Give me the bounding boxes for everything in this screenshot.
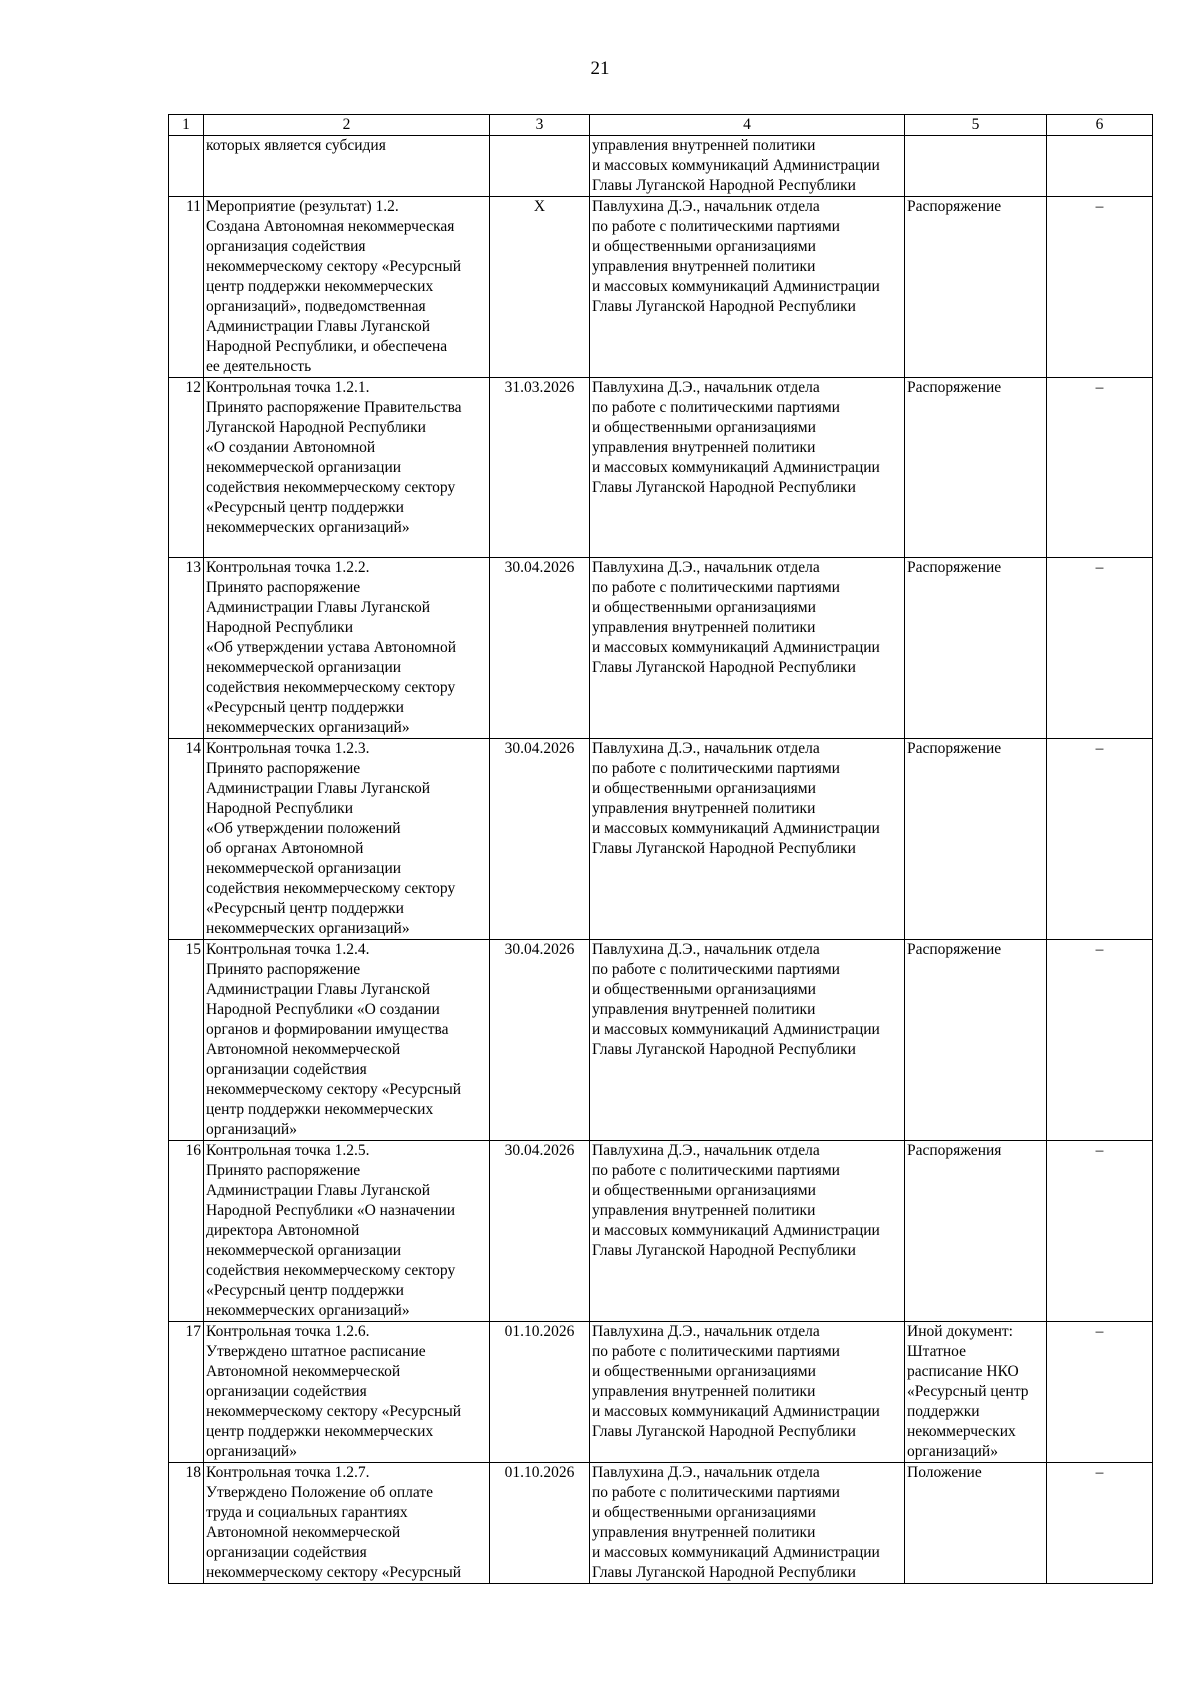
table-row	[169, 940, 1153, 1141]
column-header: 4	[590, 115, 905, 136]
deadline-cell: 01.10.2026	[490, 1322, 590, 1463]
row-number-cell: 14	[169, 739, 204, 940]
event-name-cell: Контрольная точка 1.2.7. Утверждено Положение об оплате труда и социальных гарантиях Автономной некоммерческой организации содействия некоммерческому сектору «Ресурсный	[204, 1463, 490, 1584]
event-name-cell: Контрольная точка 1.2.2. Принято распоряжение Администрации Главы Луганской Народной Республики «Об утверждении устава Автономной некоммерческой организации содействия некоммерческому сектору «Ресурсный центр поддержки некоммерческих организаций»	[204, 558, 490, 739]
document-type-cell	[905, 136, 1047, 197]
document-type-cell: Распоряжения	[905, 1141, 1047, 1322]
row-number-cell: 17	[169, 1322, 204, 1463]
note-cell: –	[1047, 1322, 1153, 1463]
responsible-person-cell: Павлухина Д.Э., начальник отдела по работе с политическими партиями и общественными организациями управления внутренней политики и массовых коммуникаций Администрации Главы Луганской Народной Республики	[590, 1322, 905, 1463]
event-name-cell: Контрольная точка 1.2.3. Принято распоряжение Администрации Главы Луганской Народной Республики «Об утверждении положений об органах Автономной некоммерческой организации содействия некоммерческому сектору «Ресурсный центр поддержки некоммерческих организаций»	[204, 739, 490, 940]
deadline-cell: 01.10.2026	[490, 1463, 590, 1584]
event-name-cell: Контрольная точка 1.2.6. Утверждено штатное расписание Автономной некоммерческой организации содействия некоммерческому сектору «Ресурсный центр поддержки некоммерческих организаций»	[204, 1322, 490, 1463]
row-number-cell	[169, 136, 204, 197]
document-type-cell: Распоряжение	[905, 197, 1047, 378]
header-row	[169, 115, 1153, 136]
table-body	[169, 136, 1153, 1584]
note-cell: –	[1047, 197, 1153, 378]
column-header: 1	[169, 115, 204, 136]
document-type-cell: Иной документ: Штатное расписание НКО «Ресурсный центр поддержки некоммерческих организаций»	[905, 1322, 1047, 1463]
deadline-cell: 30.04.2026	[490, 739, 590, 940]
table-row	[169, 739, 1153, 940]
table-row	[169, 558, 1153, 739]
responsible-person-cell: Павлухина Д.Э., начальник отдела по работе с политическими партиями и общественными организациями управления внутренней политики и массовых коммуникаций Администрации Главы Луганской Народной Республики	[590, 197, 905, 378]
table-row	[169, 1463, 1153, 1584]
row-number-cell: 12	[169, 378, 204, 558]
deadline-cell: 31.03.2026	[490, 378, 590, 558]
deadline-cell: 30.04.2026	[490, 558, 590, 739]
responsible-person-cell: Павлухина Д.Э., начальник отдела по работе с политическими партиями и общественными организациями управления внутренней политики и массовых коммуникаций Администрации Главы Луганской Народной Республики	[590, 739, 905, 940]
document-type-cell: Распоряжение	[905, 558, 1047, 739]
column-header: 3	[490, 115, 590, 136]
row-number-cell: 13	[169, 558, 204, 739]
note-cell: –	[1047, 1141, 1153, 1322]
deadline-cell	[490, 136, 590, 197]
row-number-cell: 18	[169, 1463, 204, 1584]
document-type-cell: Распоряжение	[905, 739, 1047, 940]
responsible-person-cell: Павлухина Д.Э., начальник отдела по работе с политическими партиями и общественными организациями управления внутренней политики и массовых коммуникаций Администрации Главы Луганской Народной Республики	[590, 1141, 905, 1322]
event-name-cell: Контрольная точка 1.2.5. Принято распоряжение Администрации Главы Луганской Народной Республики «О назначении директора Автономной некоммерческой организации содействия некоммерческому сектору «Ресурсный центр поддержки некоммерческих организаций»	[204, 1141, 490, 1322]
responsible-person-cell: управления внутренней политики и массовых коммуникаций Администрации Главы Луганской Народной Республики	[590, 136, 905, 197]
table-row	[169, 136, 1153, 197]
column-header: 6	[1047, 115, 1153, 136]
note-cell: –	[1047, 558, 1153, 739]
deadline-cell: X	[490, 197, 590, 378]
note-cell: –	[1047, 940, 1153, 1141]
column-header: 2	[204, 115, 490, 136]
responsible-person-cell: Павлухина Д.Э., начальник отдела по работе с политическими партиями и общественными организациями управления внутренней политики и массовых коммуникаций Администрации Главы Луганской Народной Республики	[590, 1463, 905, 1584]
responsible-person-cell: Павлухина Д.Э., начальник отдела по работе с политическими партиями и общественными организациями управления внутренней политики и массовых коммуникаций Администрации Главы Луганской Народной Республики	[590, 940, 905, 1141]
deadline-cell: 30.04.2026	[490, 1141, 590, 1322]
table-row	[169, 1322, 1153, 1463]
row-number-cell: 11	[169, 197, 204, 378]
note-cell: –	[1047, 378, 1153, 558]
document-type-cell: Положение	[905, 1463, 1047, 1584]
deadline-cell: 30.04.2026	[490, 940, 590, 1141]
table-row	[169, 378, 1153, 558]
table-row	[169, 1141, 1153, 1322]
column-header: 5	[905, 115, 1047, 136]
row-number-cell: 15	[169, 940, 204, 1141]
note-cell: –	[1047, 1463, 1153, 1584]
row-number-cell: 16	[169, 1141, 204, 1322]
document-type-cell: Распоряжение	[905, 378, 1047, 558]
responsible-person-cell: Павлухина Д.Э., начальник отдела по работе с политическими партиями и общественными организациями управления внутренней политики и массовых коммуникаций Администрации Главы Луганской Народной Республики	[590, 378, 905, 558]
event-name-cell: Мероприятие (результат) 1.2. Создана Автономная некоммерческая организация содействия некоммерческому сектору «Ресурсный центр поддержки некоммерческих организаций», подведомственная Администрации Главы Луганской Народной Республики, и обеспечена ее деятельность	[204, 197, 490, 378]
event-name-cell: которых является субсидия	[204, 136, 490, 197]
document-type-cell: Распоряжение	[905, 940, 1047, 1141]
table-row	[169, 197, 1153, 378]
table-header	[169, 115, 1153, 136]
event-name-cell: Контрольная точка 1.2.1. Принято распоряжение Правительства Луганской Народной Республики «О создании Автономной некоммерческой организации содействия некоммерческому сектору «Ресурсный центр поддержки некоммерческих организаций»	[204, 378, 490, 558]
page-number: 21	[590, 58, 610, 79]
plan-table	[168, 114, 1153, 1584]
responsible-person-cell: Павлухина Д.Э., начальник отдела по работе с политическими партиями и общественными организациями управления внутренней политики и массовых коммуникаций Администрации Главы Луганской Народной Республики	[590, 558, 905, 739]
note-cell: –	[1047, 739, 1153, 940]
note-cell	[1047, 136, 1153, 197]
event-name-cell: Контрольная точка 1.2.4. Принято распоряжение Администрации Главы Луганской Народной Республики «О создании органов и формировании имущества Автономной некоммерческой организации содействия некоммерческому сектору «Ресурсный центр поддержки некоммерческих организаций»	[204, 940, 490, 1141]
